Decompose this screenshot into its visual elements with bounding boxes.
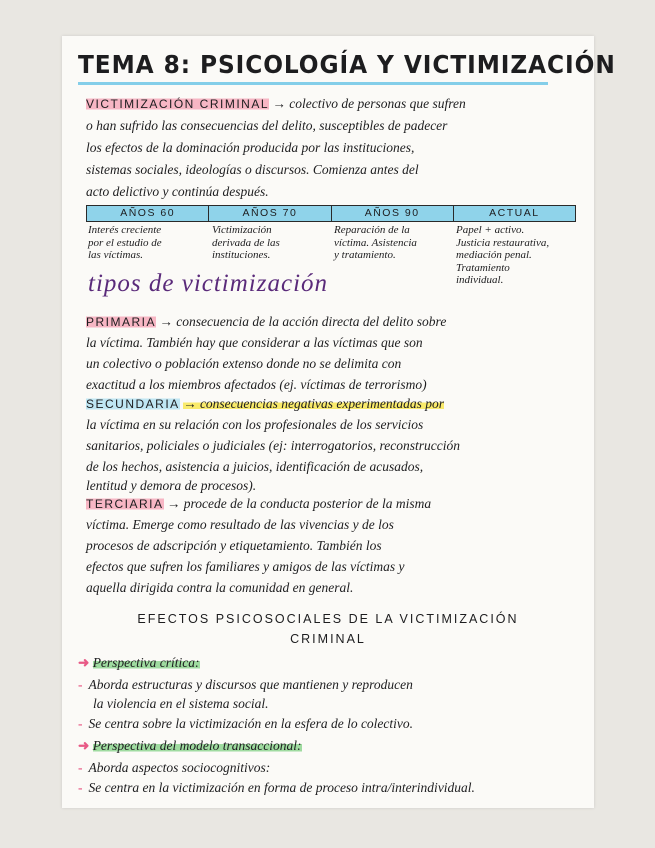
- vict-line-3: sistemas sociales, ideologías o discursos. Comienza antes del: [86, 162, 419, 177]
- primaria-line-0: [86, 314, 446, 330]
- transaccional-item-text: Se centra en la victimización en forma de proceso intra/interindividual.: [88, 780, 475, 795]
- secundaria-line-0: [86, 396, 444, 412]
- vict-line-4: acto delictivo y continúa después.: [86, 184, 269, 199]
- secundaria-text-0: → consecuencias negativas experimentadas por: [183, 396, 444, 411]
- secundaria-line-4: lentitud y demora de procesos).: [86, 478, 257, 493]
- critica-item-text: Se centra sobre la victimización en la esfera de lo colectivo.: [88, 716, 414, 731]
- primaria-line-3: exactitud a los miembros afectados (ej. víctimas de terrorismo): [86, 377, 427, 392]
- primaria-line-2: un colectivo o población extenso donde no se delimita con: [86, 356, 402, 371]
- dash-icon: -: [78, 716, 83, 731]
- vict-line-0: [86, 96, 466, 112]
- timeline-header-cell: ACTUAL: [489, 207, 540, 219]
- section-subtitle: tipos de victimización: [88, 270, 329, 297]
- page-title: TEMA 8: PSICOLOGÍA Y VICTIMIZACIÓN: [78, 50, 616, 79]
- effects-heading: EFECTOS PSICOSOCIALES DE LA VICTIMIZACIÓN: [137, 612, 519, 626]
- terciaria-text-0: → procede de la conducta posterior de la misma: [166, 496, 432, 511]
- secundaria-term: SECUNDARIA: [86, 397, 180, 411]
- arrow-icon: ➜: [78, 738, 93, 753]
- primaria-line-1: la víctima. También hay que considerar a las víctimas que son: [86, 335, 423, 350]
- perspective-critica-title: [78, 655, 200, 671]
- terciaria-term: TERCIARIA: [86, 497, 164, 511]
- timeline-header: [86, 205, 576, 222]
- timeline-cell: Victimización derivada de las instituciones.: [212, 224, 280, 261]
- title-underline: [78, 82, 548, 85]
- arrow-icon: ➜: [78, 655, 93, 670]
- timeline-cell: Papel + activo. Justicia restaurativa, mediación penal. Tratamiento individual.: [456, 224, 550, 286]
- terciaria-line-0: [86, 496, 431, 512]
- critica-item-text: Aborda estructuras y discursos que mantienen y reproducen: [88, 677, 413, 692]
- timeline-cell: Interés creciente por el estudio de las víctimas.: [88, 224, 162, 261]
- secundaria-line-3: de los hechos, asistencia a juicios, identificación de acusados,: [86, 459, 424, 474]
- terciaria-line-4: aquella dirigida contra la comunidad en general.: [86, 580, 354, 595]
- vict-text-0: → colectivo de personas que sufren: [272, 96, 466, 111]
- terciaria-line-3: efectos que sufren los familiares y amigos de las víctimas y: [86, 559, 405, 574]
- timeline-header-cell: AÑOS 70: [209, 206, 331, 221]
- critica-item-0: [78, 677, 413, 693]
- vict-line-1: o han sufrido las consecuencias del delito, susceptibles de padecer: [86, 118, 448, 133]
- dash-icon: -: [78, 760, 83, 775]
- transaccional-item-text: Aborda aspectos sociocognitivos:: [88, 760, 271, 775]
- timeline-header-cell: AÑOS 90: [332, 206, 454, 221]
- vict-line-2: los efectos de la dominación producida por las instituciones,: [86, 140, 415, 155]
- terciaria-line-2: procesos de adscripción y etiquetamiento. También los: [86, 538, 382, 553]
- transaccional-item-0: [78, 760, 270, 776]
- vict-term: VICTIMIZACIÓN CRIMINAL: [86, 97, 270, 111]
- timeline-cell: Reparación de la víctima. Asistencia y tratamiento.: [334, 224, 417, 261]
- critica-item-1: [78, 716, 413, 732]
- dash-icon: -: [78, 677, 83, 692]
- transaccional-item-1: [78, 780, 475, 796]
- critica-item-0-cont: la violencia en el sistema social.: [93, 696, 269, 711]
- secundaria-line-1: la víctima en su relación con los profesionales de los servicios: [86, 417, 424, 432]
- perspective-critica-label: Perspectiva crítica:: [92, 655, 200, 670]
- terciaria-line-1: víctima. Emerge como resultado de las vivencias y de los: [86, 517, 394, 532]
- perspective-transaccional-label: Perspectiva del modelo transaccional:: [92, 738, 302, 753]
- effects-heading-cont: CRIMINAL: [290, 632, 366, 646]
- perspective-transaccional-title: [78, 738, 302, 754]
- primaria-text-0: → consecuencia de la acción directa del delito sobre: [159, 314, 447, 329]
- timeline-header-cell: AÑOS 60: [87, 206, 209, 221]
- primaria-term: PRIMARIA: [86, 315, 157, 329]
- dash-icon: -: [78, 780, 83, 795]
- secundaria-line-2: sanitarios, policiales o judiciales (ej: interrogatorios, reconstrucción: [86, 438, 460, 453]
